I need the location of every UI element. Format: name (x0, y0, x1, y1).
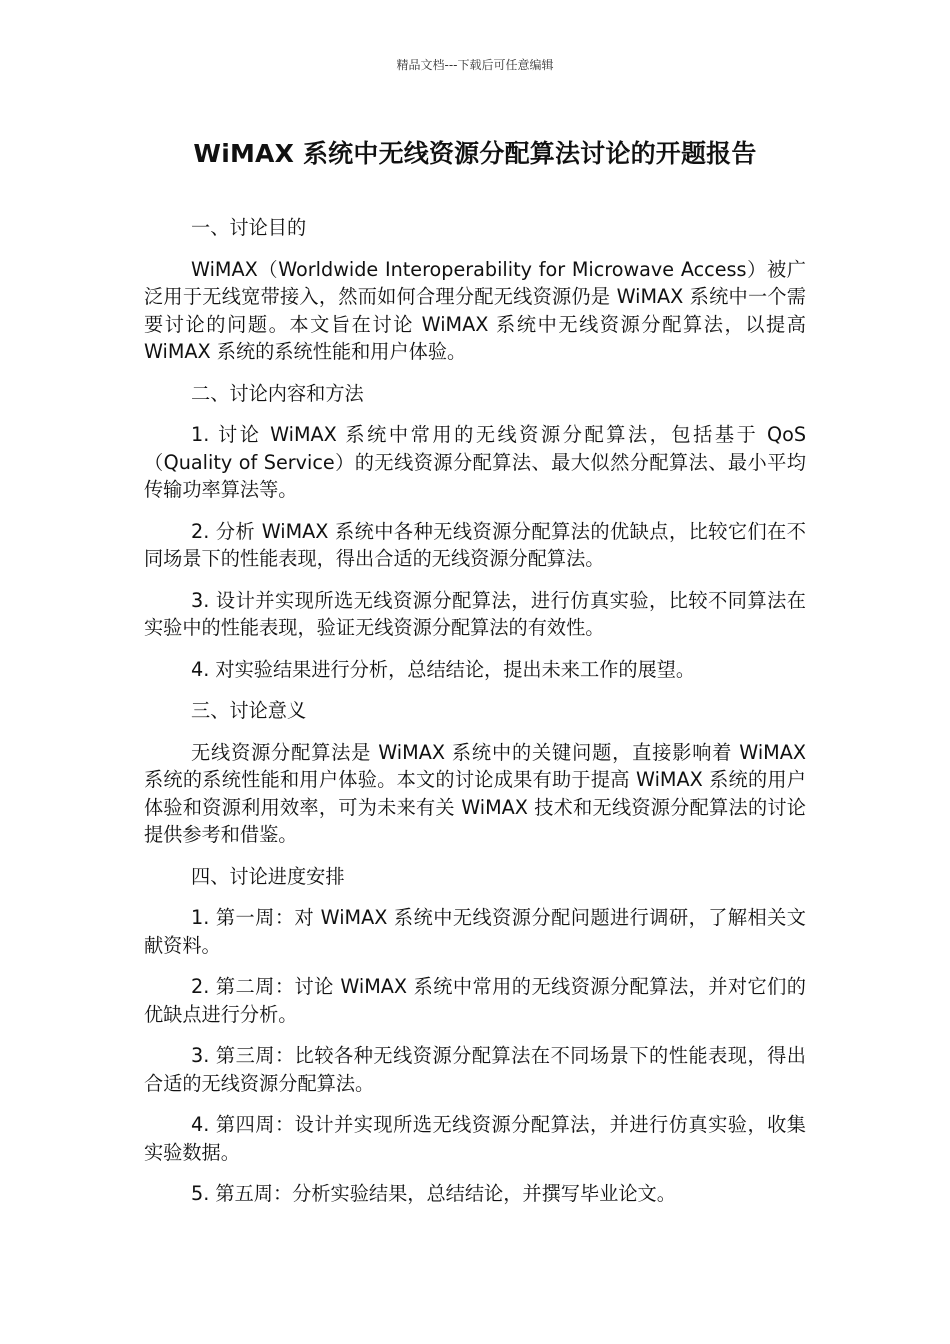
document-body (144, 214, 806, 1222)
document-title: WiMAX 系统中无线资源分配算法讨论的开题报告 (193, 139, 757, 168)
list-item: 1. 讨论 WiMAX 系统中常用的无线资源分配算法，包括基于 QoS（Quality of Service）的无线资源分配算法、最大似然分配算法、最小平均传输功率算法等。 (144, 423, 806, 501)
list-item: 5. 第五周：分析实验结果，总结结论，并撰写毕业论文。 (191, 1182, 676, 1205)
page-header: 精品文档---下载后可任意编辑 (396, 58, 554, 72)
list-item: 4. 对实验结果进行分析，总结结论，提出未来工作的展望。 (191, 657, 696, 681)
paragraph: WiMAX（Worldwide Interoperability for Microwave Access）被广泛用于无线宽带接入，然而如何合理分配无线资源仍是 WiMAX 系统中一个需要讨论的问题。本文旨在讨论 WiMAX 系统中无线资源分配算法，以提高 WiMAX 系统的系统性能和用户体验。 (144, 257, 806, 363)
section-heading-content-methods: 二、讨论内容和方法 (191, 381, 364, 405)
section-heading-significance: 三、讨论意义 (191, 699, 307, 722)
list-item: 2. 分析 WiMAX 系统中各种无线资源分配算法的优缺点，比较它们在不同场景下的性能表现，得出合适的无线资源分配算法。 (144, 519, 806, 570)
section-heading-schedule: 四、讨论进度安排 (191, 864, 345, 888)
list-item: 1. 第一周：对 WiMAX 系统中无线资源分配问题进行调研，了解相关文献资料。 (144, 906, 806, 957)
section-heading-purpose: 一、讨论目的 (191, 216, 307, 239)
list-item: 2. 第二周：讨论 WiMAX 系统中常用的无线资源分配算法，并对它们的优缺点进行分析。 (144, 975, 806, 1026)
list-item: 3. 第三周：比较各种无线资源分配算法在不同场景下的性能表现，得出合适的无线资源分配算法。 (144, 1044, 806, 1095)
paragraph: 无线资源分配算法是 WiMAX 系统中的关键问题，直接影响着 WiMAX 系统的系统性能和用户体验。本文的讨论成果有助于提高 WiMAX 系统的用户体验和资源利用效率，可为未来有关 WiMAX 技术和无线资源分配算法的讨论提供参考和借鉴。 (144, 740, 806, 846)
list-item: 4. 第四周：设计并实现所选无线资源分配算法，并进行仿真实验，收集实验数据。 (144, 1113, 806, 1164)
list-item: 3. 设计并实现所选无线资源分配算法，进行仿真实验，比较不同算法在实验中的性能表现，验证无线资源分配算法的有效性。 (144, 588, 806, 639)
